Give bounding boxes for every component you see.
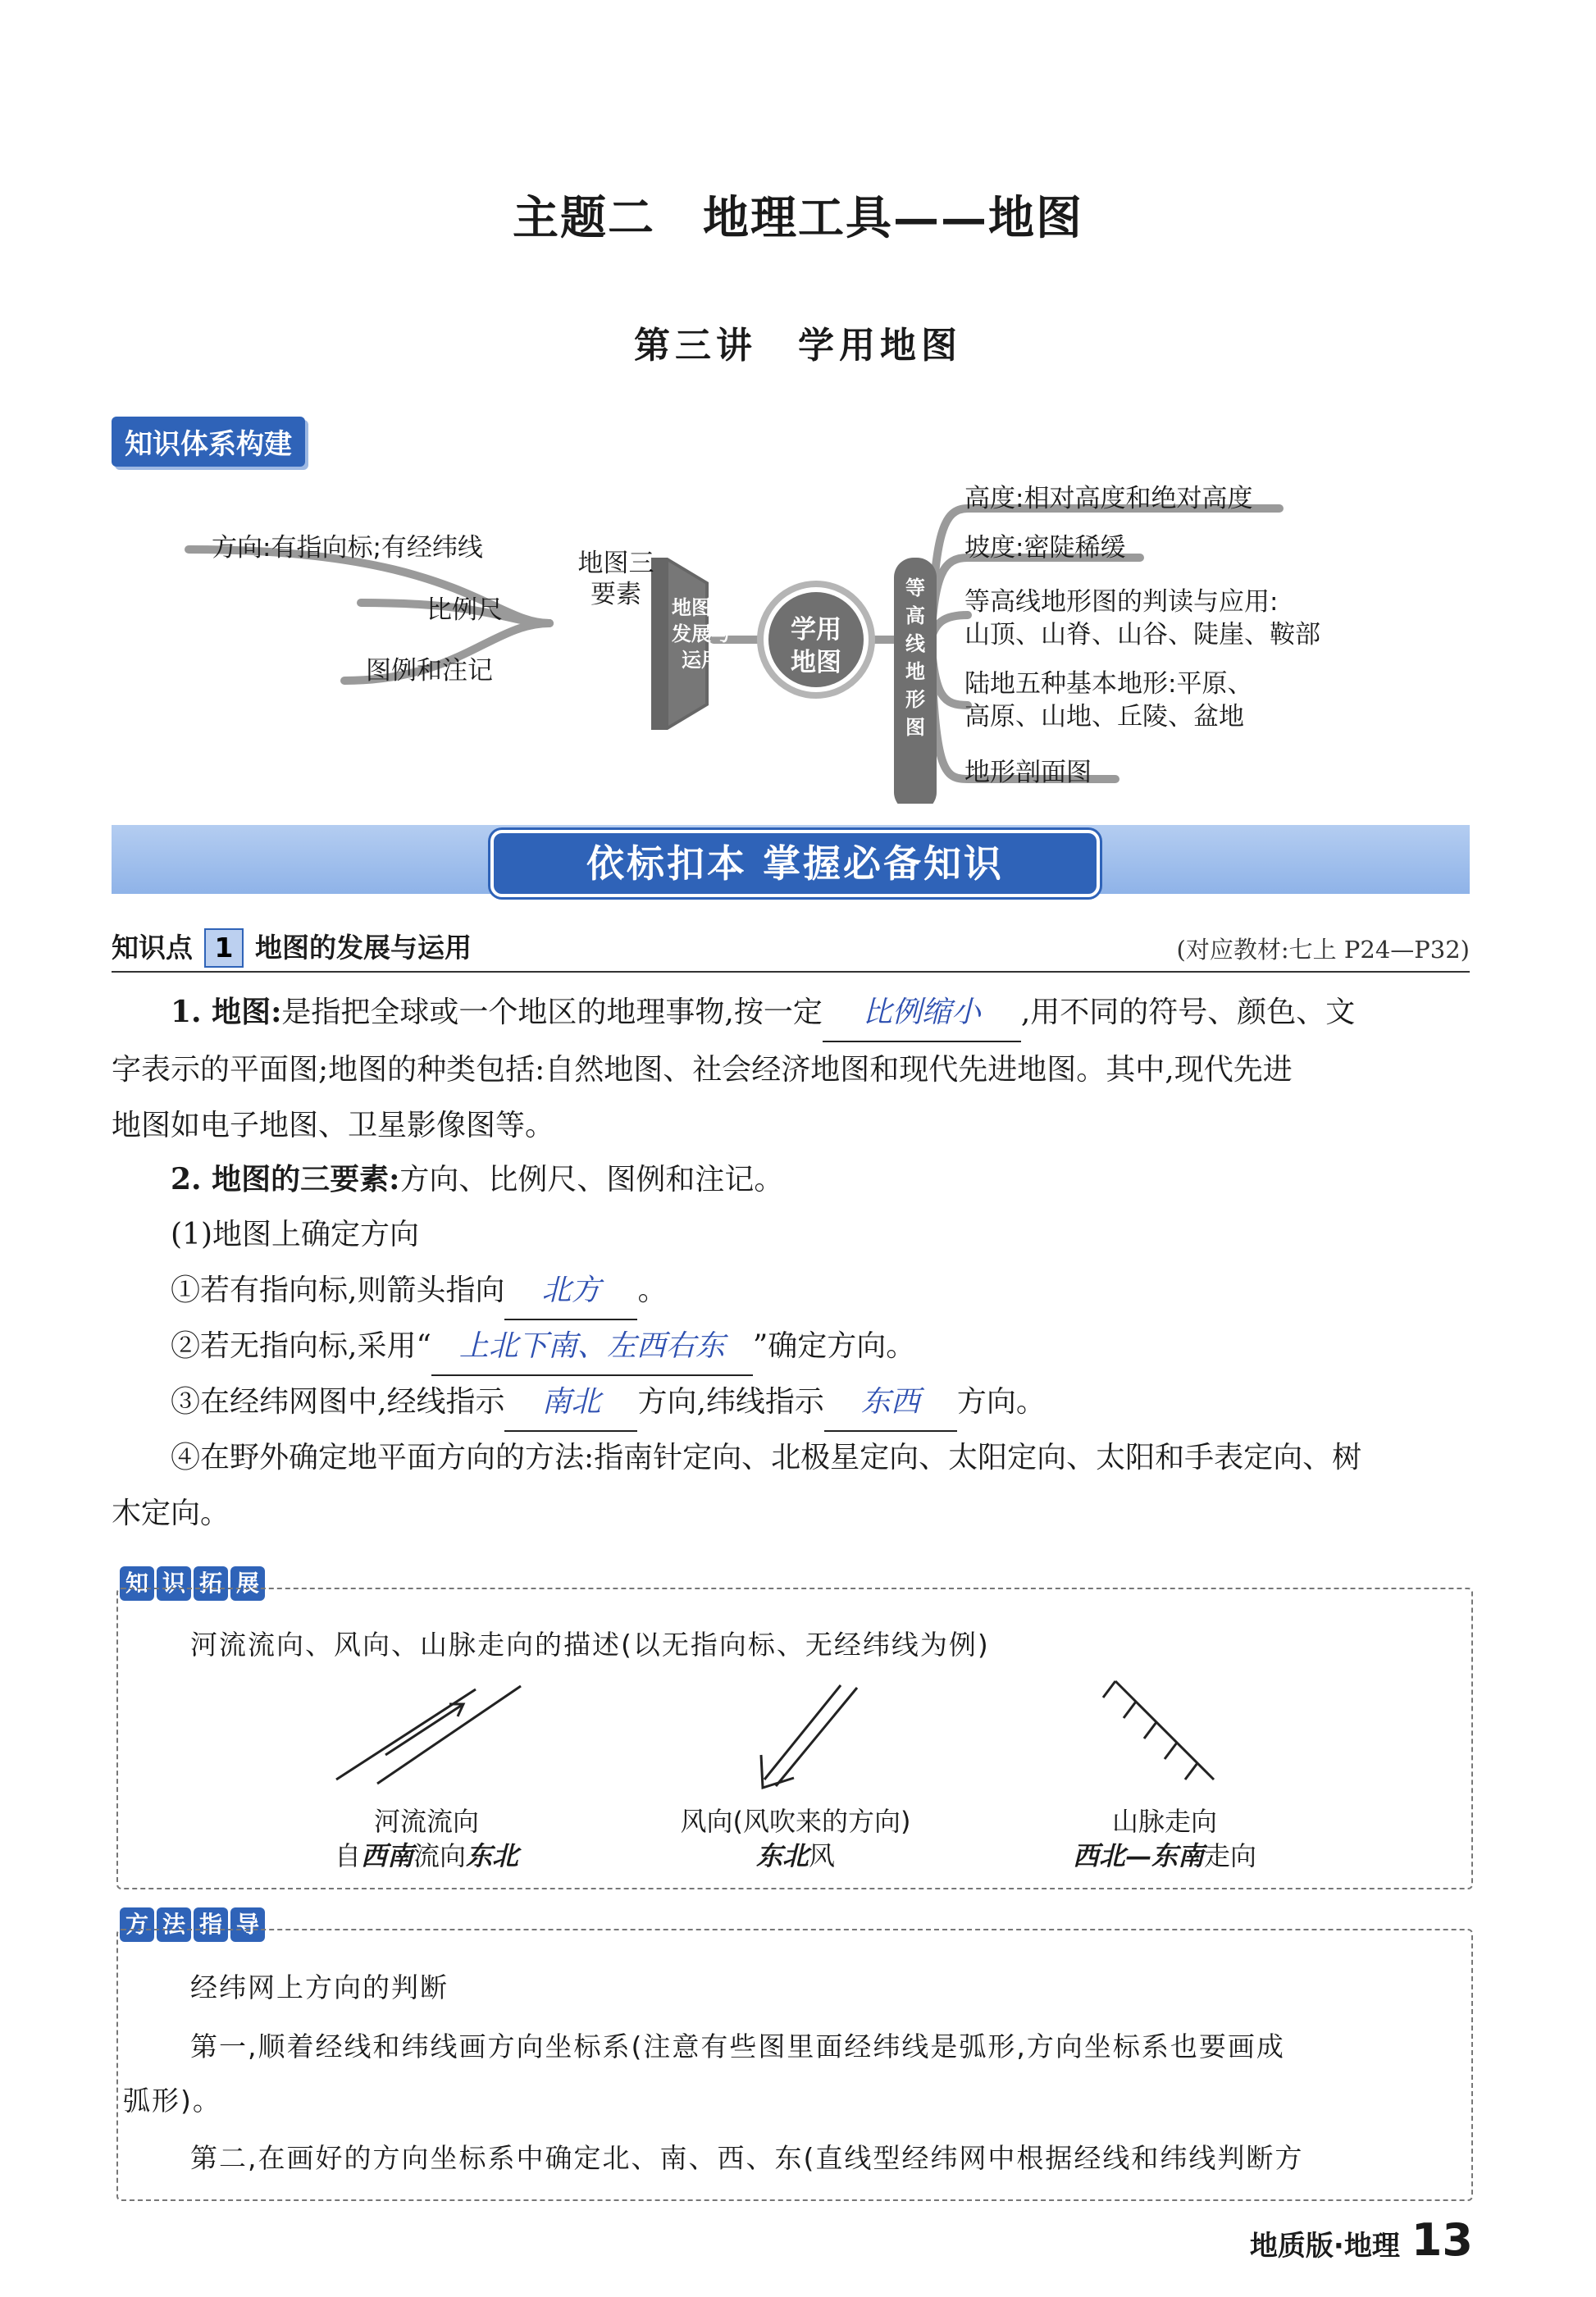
wind-caption: 风向(风吹来的方向) bbox=[680, 1806, 911, 1837]
right-item-reading: 等高线地形图的判读与应用: bbox=[964, 587, 1279, 617]
answer-convention[interactable]: 上北下南、左西右东 bbox=[431, 1319, 753, 1376]
answer-scale-reduced[interactable]: 比例缩小 bbox=[823, 985, 1021, 1042]
left-item-scale: 比例尺 bbox=[426, 595, 503, 625]
method-tag: 方 法 指 导 bbox=[120, 1907, 265, 1942]
mountain-description: 西北—东南走向 bbox=[1072, 1840, 1257, 1871]
method-line-1: 第一,顺着经线和纬线画方向坐标系(注意有些图里面经纬线是弧形,方向坐标系也要画成 bbox=[190, 2030, 1285, 2062]
para-map-definition: 1. 地图:是指把全球或一个地区的地理事物,按一定 比例缩小 ,用不同的符号、颜色、文 字表示的平面图;地图的种类包括:自然地图、社会经济地图和现代先进地图。其中,现代先进 地图如电子地图、卫星影像图等。 bbox=[112, 984, 1470, 1154]
answer-north[interactable]: 北方 bbox=[504, 1263, 637, 1320]
sub-heading-direction: (1)地图上确定方向 bbox=[171, 1218, 419, 1251]
item-no-arrow: ②若无指向标,采用“ 上北下南、左西右东 ”确定方向。 bbox=[112, 1319, 1529, 1376]
kp-title: 地图的发展与运用 bbox=[255, 932, 472, 964]
right-item-terrain-1: 陆地五种基本地形:平原、 bbox=[964, 669, 1253, 699]
chapter-title: 主题二 地理工具——地图 bbox=[513, 191, 1083, 245]
method-title: 经纬网上方向的判断 bbox=[190, 1971, 449, 2003]
extension-tag: 知 识 拓 展 bbox=[120, 1566, 265, 1601]
right-item-slope: 坡度:密陡稀缓 bbox=[964, 533, 1126, 563]
right-hub-label: 等高线地形图 bbox=[905, 577, 925, 739]
right-item-profile: 地形剖面图 bbox=[964, 758, 1092, 787]
right-item-terrain-2: 高原、山地、丘陵、盆地 bbox=[964, 702, 1244, 731]
left-hub-label: 地图的发展与运用 bbox=[672, 596, 731, 672]
item-arrow-direction: ①若有指向标,则箭头指向 北方 。 bbox=[112, 1263, 1529, 1320]
river-caption: 河流流向 bbox=[373, 1806, 479, 1837]
page-number: 13 bbox=[1411, 2214, 1473, 2266]
river-description: 自西南流向东北 bbox=[334, 1840, 519, 1871]
left-item-direction: 方向:有指向标;有经纬线 bbox=[212, 533, 483, 563]
section-banner-title: 依标扣本 掌握必备知识 bbox=[490, 830, 1100, 897]
knowledge-point-heading bbox=[112, 927, 1470, 973]
item-graticule: ③在经纬网图中,经线指示 南北 方向,纬线指示 东西 方向。 bbox=[112, 1374, 1529, 1432]
wind-arrow-line-1 bbox=[764, 1685, 841, 1780]
item-field-methods: ④在野外确定地平面方向的方法:指南针定向、北极星定向、太阳定向、太阳和手表定向、树 木定向。 bbox=[112, 1441, 1362, 1530]
mountain-ridge bbox=[1115, 1681, 1214, 1780]
river-flow-arrow bbox=[385, 1704, 463, 1755]
lecture-title: 第三讲 学用地图 bbox=[634, 325, 962, 367]
answer-meridian-direction[interactable]: 南北 bbox=[504, 1374, 637, 1432]
kp-label: 知识点 bbox=[112, 932, 193, 964]
page-footer bbox=[1250, 2214, 1473, 2266]
kp-textbook-ref: (对应教材:七上 P24—P32) bbox=[1176, 936, 1470, 964]
method-line-2: 弧形)。 bbox=[123, 2085, 221, 2117]
center-node-label: 学用地图 bbox=[791, 615, 841, 677]
edition-label: 地质版·地理 bbox=[1249, 2230, 1400, 2263]
extension-intro: 河流流向、风向、山脉走向的描述(以无指向标、无经纬线为例) bbox=[190, 1629, 990, 1661]
para-three-elements: 2. 地图的三要素:方向、比例尺、图例和注记。 bbox=[171, 1162, 784, 1196]
mountain-caption: 山脉走向 bbox=[1111, 1806, 1217, 1837]
kp-number: 1 bbox=[204, 928, 244, 968]
direction-diagrams bbox=[312, 1673, 1255, 1796]
right-item-landforms: 山顶、山脊、山谷、陡崖、鞍部 bbox=[964, 620, 1320, 649]
left-group-label: 地图三要素 bbox=[577, 549, 654, 609]
left-item-legend: 图例和注记 bbox=[366, 656, 493, 686]
answer-parallel-direction[interactable]: 东西 bbox=[824, 1374, 957, 1432]
knowledge-system-tag: 知识体系构建 bbox=[112, 417, 305, 467]
wind-arrow-line-2 bbox=[776, 1688, 857, 1786]
river-bank-right bbox=[377, 1686, 521, 1784]
right-item-height: 高度:相对高度和绝对高度 bbox=[964, 484, 1253, 513]
wind-description: 东北风 bbox=[755, 1840, 836, 1871]
method-line-3: 第二,在画好的方向坐标系中确定北、南、西、东(直线型经纬网中根据经线和纬线判断方 bbox=[190, 2142, 1304, 2174]
